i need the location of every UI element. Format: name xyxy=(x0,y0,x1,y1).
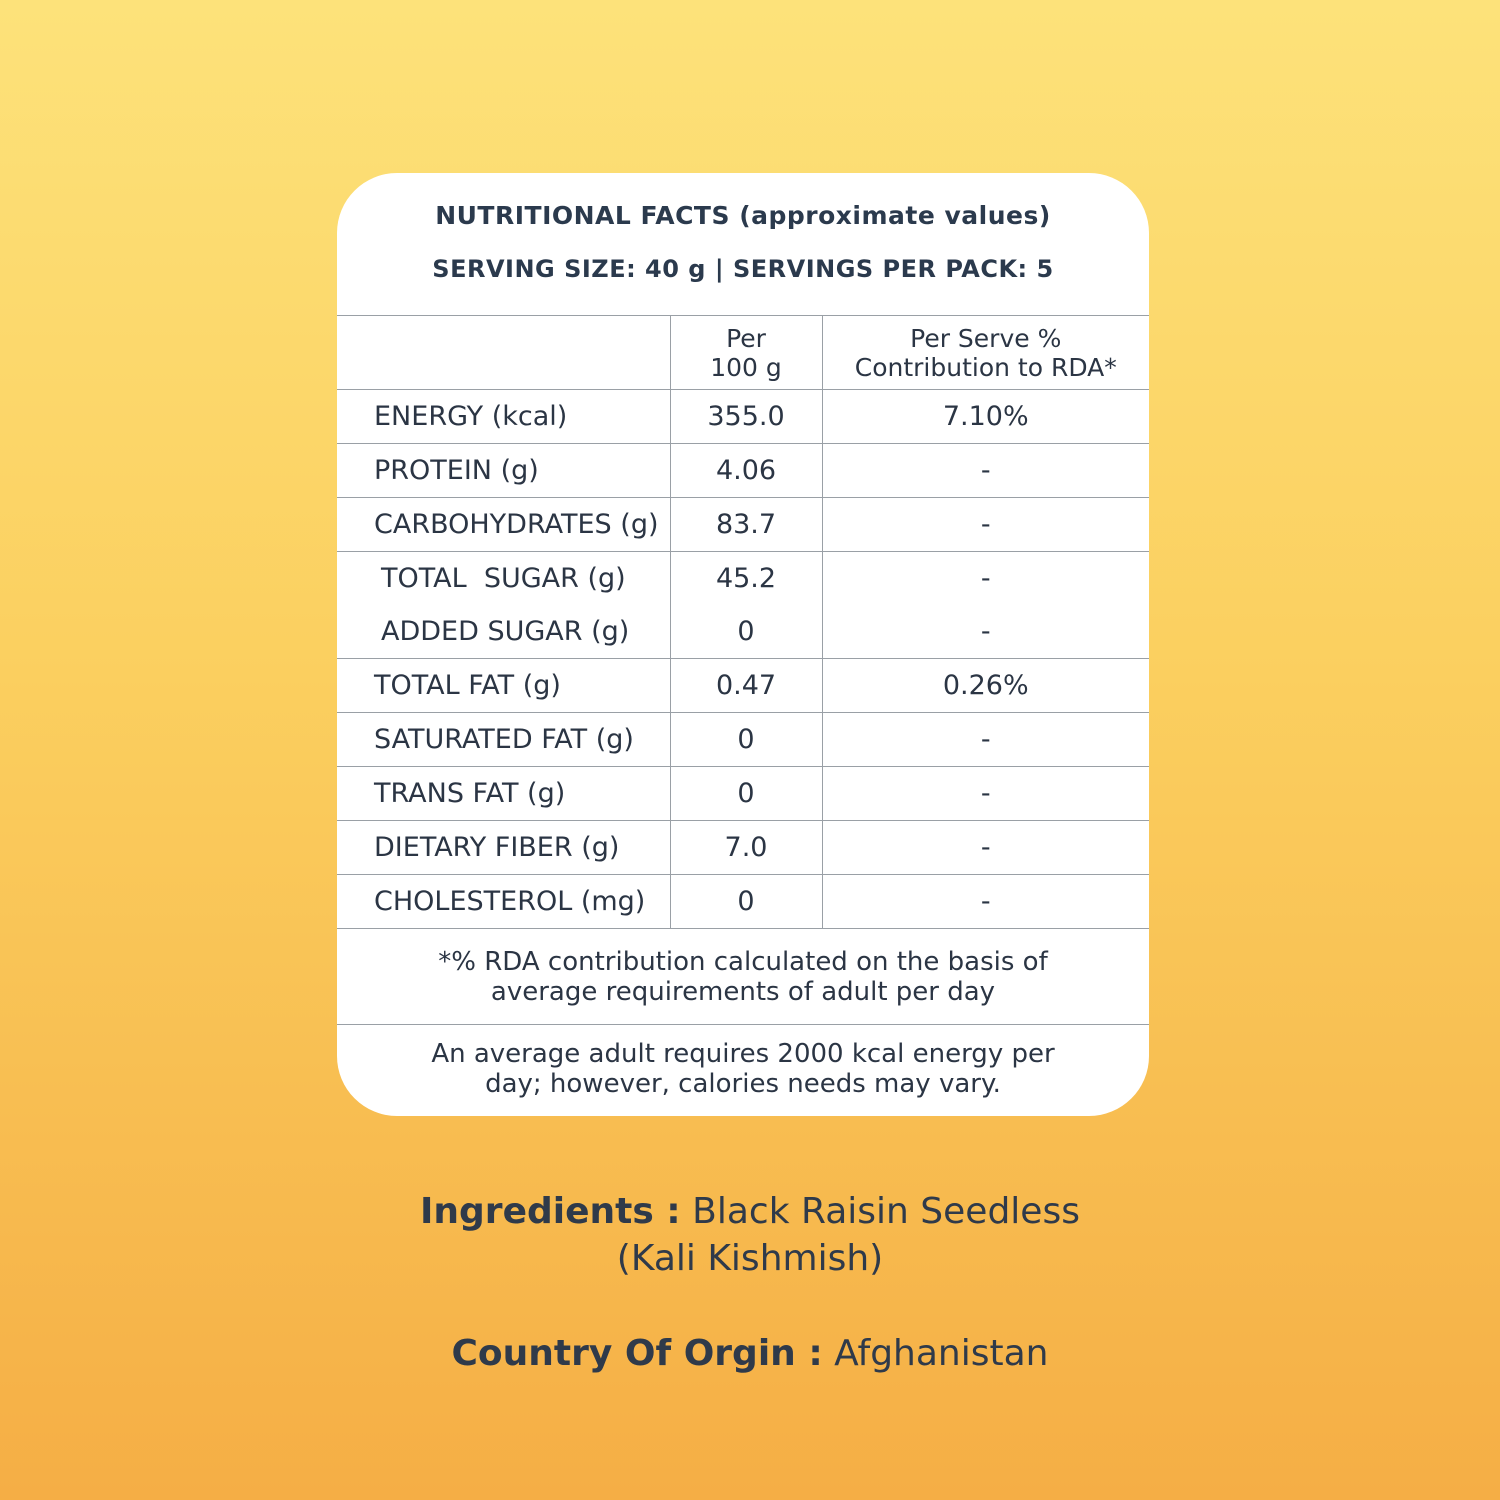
table-row xyxy=(337,444,1149,498)
table-row xyxy=(337,767,1149,821)
row-label: TRANS FAT (g) xyxy=(337,767,670,821)
ingredients-line1 xyxy=(0,1188,1500,1235)
table-row xyxy=(337,713,1149,767)
row-per100: 0 xyxy=(670,605,822,659)
ingredients-line2: (Kali Kishmish) xyxy=(616,1238,884,1279)
row-rda: - xyxy=(822,713,1149,767)
header-rda-line1: Per Serve % xyxy=(910,323,1062,353)
rda-footnote xyxy=(337,929,1149,1025)
table-row xyxy=(337,875,1149,929)
serving-info: SERVING SIZE: 40 g | SERVINGS PER PACK: 5 xyxy=(432,255,1054,283)
nutrition-card xyxy=(337,173,1149,1116)
row-rda: - xyxy=(822,875,1149,929)
row-per100: 0.47 xyxy=(670,659,822,713)
nutrition-table xyxy=(337,315,1149,1116)
row-label: DIETARY FIBER (g) xyxy=(337,821,670,875)
energy-note-line1: An average adult requires 2000 kcal energy per xyxy=(431,1039,1055,1069)
table-row xyxy=(337,821,1149,875)
header-blank-cell xyxy=(337,316,670,390)
energy-note xyxy=(337,1025,1149,1117)
header-per-100g-line2: 100 g xyxy=(710,352,782,382)
energy-note-line2: day; however, calories needs may vary. xyxy=(485,1069,1001,1099)
header-per-100g-line1: Per xyxy=(726,323,766,353)
origin-section xyxy=(0,1330,1500,1377)
ingredients-value: Black Raisin Seedless xyxy=(692,1191,1080,1232)
nutrition-title: NUTRITIONAL FACTS (approximate values) xyxy=(435,201,1051,230)
row-rda: - xyxy=(822,821,1149,875)
table-row xyxy=(337,552,1149,606)
rda-footnote-line2: average requirements of adult per day xyxy=(490,976,996,1007)
table-row xyxy=(337,659,1149,713)
rda-footnote-row xyxy=(337,929,1149,1025)
row-per100: 0 xyxy=(670,767,822,821)
origin-label: Country Of Orgin : xyxy=(451,1333,823,1374)
row-label: TOTAL FAT (g) xyxy=(337,659,670,713)
row-rda: - xyxy=(822,767,1149,821)
row-rda: - xyxy=(822,444,1149,498)
row-per100: 83.7 xyxy=(670,498,822,552)
row-label: PROTEIN (g) xyxy=(337,444,670,498)
ingredients-label: Ingredients : xyxy=(420,1191,681,1232)
row-rda: - xyxy=(822,605,1149,659)
row-label: CHOLESTEROL (mg) xyxy=(337,875,670,929)
row-label: ADDED SUGAR (g) xyxy=(381,616,630,647)
table-row xyxy=(337,605,1149,659)
row-per100: 7.0 xyxy=(670,821,822,875)
row-rda: - xyxy=(822,552,1149,606)
table-row xyxy=(337,390,1149,444)
row-label: CARBOHYDRATES (g) xyxy=(337,498,670,552)
row-per100: 45.2 xyxy=(670,552,822,606)
origin-value: Afghanistan xyxy=(834,1333,1049,1374)
row-label: SATURATED FAT (g) xyxy=(337,713,670,767)
row-rda: 0.26% xyxy=(822,659,1149,713)
row-label: TOTAL SUGAR (g) xyxy=(337,552,670,606)
header-per-100g xyxy=(670,316,822,390)
header-rda xyxy=(822,316,1149,390)
row-rda: - xyxy=(822,498,1149,552)
header-rda-line2: Contribution to RDA* xyxy=(854,352,1117,382)
row-per100: 4.06 xyxy=(670,444,822,498)
row-per100: 0 xyxy=(670,875,822,929)
table-row xyxy=(337,498,1149,552)
row-rda: 7.10% xyxy=(822,390,1149,444)
table-header-row xyxy=(337,316,1149,390)
row-per100: 0 xyxy=(670,713,822,767)
energy-note-row xyxy=(337,1025,1149,1117)
row-per100: 355.0 xyxy=(670,390,822,444)
rda-footnote-line1: *% RDA contribution calculated on the basis of xyxy=(438,946,1048,977)
row-label: ENERGY (kcal) xyxy=(337,390,670,444)
ingredients-section xyxy=(0,1188,1500,1282)
